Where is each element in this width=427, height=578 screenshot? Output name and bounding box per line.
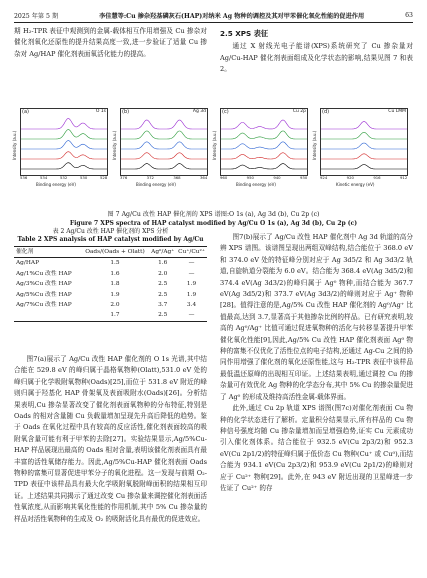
spectrum-line — [321, 154, 407, 159]
xps-panel — [114, 108, 208, 188]
top-left-column — [14, 26, 207, 60]
running-header — [14, 9, 413, 21]
x-tick-label: 940 — [273, 175, 281, 180]
paragraph: 图7(a)展示了 Ag/Cu 改性 HAP 催化剂的 O 1s 光谱,其中结合能在 529.8 eV 的峰归属于晶格氧物种(Olatt),531.0 eV 处的峰归属于化学吸附氧物种(Oads)[25],而位于 531.8 eV 附近的峰则归属于羟基化 HAP 骨架氧及表面吸附水(Oads)[26]。分析结果表明,Cu 掺杂显著改变了催化剂表面氧物种的分布特征,特别是 Oads 的相对含量随 Cu 负载量增加呈现先升高后降低的趋势。鉴于 Oads 在氧化过程中具有较高的反应活性,催化剂表面较高的吸附氧含量可能有利于甲苯的去除[27]。实验结果显示,Ag/5%Cu-HAP 样品展现出最高的 Oads 相对含量,表明该催化剂表面具有最丰富的活性氧储存能力。因此,Ag/5%Cu-HAP 催化剂表面 Oads 物种的富集可显著促进甲苯分子的氧化进程。这一发现与前期 O₂-TPD 表征中该样品具有最大化学吸附氧脱附峰面积的结果相互印证。上述结果共同揭示了通过改变 Cu 掺杂量来调控催化剂表面活性氧浓度,从而影响其氧化性能的作用机制,其中 5% Cu 掺杂量的样品对活性氧物种的生成及 O₂ 的吸附活化具有最优的促进效应。 — [14, 355, 207, 523]
table-cell: 1.6 — [110, 270, 120, 277]
table-cell — [14, 310, 81, 321]
table-row — [14, 310, 207, 321]
panel-title: Cu LMM — [388, 109, 406, 114]
y-axis-label: Intensity (a.u.) — [112, 130, 117, 160]
x-tick-label: 372 — [146, 175, 154, 180]
spectrum-svg — [221, 109, 307, 175]
spectrum-line — [221, 164, 307, 169]
spectrum-line — [21, 152, 107, 159]
plot-area — [220, 108, 308, 176]
x-axis-label: Binding energy (eV) — [136, 182, 176, 187]
table-header-cell: Cu⁺/Cu²⁺ — [178, 249, 205, 255]
table-row — [14, 300, 207, 310]
panel-label: (c) — [222, 109, 229, 115]
xps-table — [14, 246, 207, 322]
spectrum-svg — [21, 109, 107, 175]
page-number: 63 — [405, 11, 413, 19]
panel-title: O 1s — [95, 109, 106, 114]
x-tick-label: 924 — [320, 175, 328, 180]
spectrum-line — [221, 153, 307, 159]
spectrum-line — [321, 132, 407, 139]
table-cell: 1.7 — [110, 312, 120, 319]
x-tick-label: 920 — [346, 175, 354, 180]
paragraph: 此外,通过 Cu 2p 轨道 XPS 谱图(图7c)对催化剂表面 Cu 物种的化学状态进行了解析。定量积分结果显示,所有样品的 Cu 物种信号强度均随 Cu 掺杂量增加而呈增强趋势,证实 Cu 元素成功引入催化剂体系。结合能位于 932.5 eV(Cu 2p3/2)和 952.3 eV(Cu 2p1/2)的特征峰归属于低价态 Cu 物种(Cu⁺ 或 Cu⁰),而结合能为 934.1 eV(Cu 2p3/2)和 953.9 eV(Cu 2p1/2)的峰则对应于 Cu²⁺ 物种[29]。此外,在 943 eV 附近出现的卫星峰进一步佐证了 Cu²⁺ 的存 — [220, 404, 413, 492]
table-cell: 1.6 — [158, 260, 168, 267]
x-tick-label: 534 — [40, 175, 48, 180]
spectrum-line — [221, 120, 307, 129]
table-row — [14, 290, 207, 300]
table-caption — [14, 228, 207, 244]
xps-panel — [214, 108, 308, 188]
article-short-title: 李佳慧等:Cu 掺杂羟基磷灰石(HAP)对纳米 Ag 物种的调控及其对甲苯催化氧化性能的促进作用 — [99, 12, 365, 20]
x-tick-label: 530 — [80, 175, 88, 180]
xps-panel — [314, 108, 408, 188]
x-axis-label: Binding energy (eV) — [236, 182, 276, 187]
table-row — [14, 279, 207, 289]
x-tick-label: 364 — [200, 175, 208, 180]
table-cell: 2.0 — [158, 270, 168, 277]
paragraph: 通过 X 射线光电子能谱(XPS)系统研究了 Cu 掺杂量对 Ag/Cu-HAP 催化剂表面组成及化学状态的影响,结果见图 7 和表 2。 — [220, 42, 413, 74]
table-cell: 2.0 — [110, 302, 120, 309]
figure-caption-en: Figure 7 XPS spectra of HAP catalyst modified by Ag/Cu O 1s (a), Ag 3d (b), Cu 2p (c) — [69, 220, 358, 227]
x-tick-label: 960 — [220, 175, 228, 180]
table-row — [14, 258, 207, 269]
spectrum-line — [21, 130, 107, 139]
x-tick-label: 368 — [173, 175, 181, 180]
table-row — [14, 269, 207, 279]
y-axis-label: Intensity (a.u.) — [312, 130, 317, 160]
table-header-cell: Ag⁰/Ag⁺ — [151, 249, 175, 255]
table-cell: Ag/7%Cu 改性 HAP — [16, 302, 72, 309]
plot-area — [320, 108, 408, 176]
table-header-cell: 催化剂 — [16, 249, 34, 255]
plot-area — [20, 108, 108, 176]
table-cell: Ag/5%Cu 改性 HAP — [16, 291, 72, 298]
spectrum-line — [121, 131, 207, 139]
table-cell: Ag/1%Cu 改性 HAP — [16, 270, 72, 277]
panel-label: (b) — [122, 109, 130, 115]
spectrum-line — [21, 141, 107, 149]
x-tick-label: 528 — [100, 175, 108, 180]
y-axis-label: Intensity (a.u.) — [212, 130, 217, 160]
table-cell: 2.5 — [158, 312, 168, 319]
table-cell: — — [188, 312, 195, 319]
figure-7-caption — [14, 210, 413, 228]
x-axis-label: Kinetic energy (eV) — [336, 182, 375, 187]
spectrum-line — [21, 163, 107, 169]
x-tick-label: 532 — [60, 175, 68, 180]
table-cell: 1.5 — [110, 260, 120, 267]
table-caption-en: Table 2 XPS analysis of HAP catalyst modified by Ag/Cu — [17, 236, 204, 243]
table-cell: Ag/HAP — [16, 260, 39, 267]
table-cell: 3.7 — [158, 302, 168, 309]
x-tick-label: 912 — [400, 175, 408, 180]
table-cell: Ag/3%Cu 改性 HAP — [16, 281, 72, 288]
bottom-right-column — [220, 232, 413, 574]
panel-title: Cu 2p — [292, 109, 306, 114]
bottom-left-column — [14, 354, 207, 574]
plot-area — [120, 108, 208, 176]
spectrum-line — [21, 119, 107, 130]
table-cell: 1.8 — [110, 281, 120, 288]
table-cell: 2.5 — [158, 281, 168, 288]
table-cell: — — [188, 260, 195, 267]
header-rule — [14, 22, 413, 23]
figure-7 — [14, 108, 413, 204]
figure-caption-cn: 图 7 Ag/Cu 改性 HAP 催化剂的 XPS 谱图:O 1s (a), Ag 3d (b), Cu 2p (c) — [107, 211, 320, 218]
top-right-column — [220, 26, 413, 76]
spectrum-svg — [121, 109, 207, 175]
x-tick-label: 950 — [246, 175, 254, 180]
spectrum-line — [321, 122, 407, 130]
table-header-row — [14, 247, 207, 258]
spectrum-line — [321, 143, 407, 149]
xps-panel — [14, 108, 108, 188]
paragraph: 期 H₂-TPR 表征中观测到的金属-载体相互作用增强及 Cu 掺杂对催化剂氧化还原性的提升结果高度一致,进一步验证了适量 Cu 掺杂对 Ag/HAP 催化剂表面氧活化能力的提高。 — [14, 27, 207, 58]
table-cell: 1.9 — [186, 281, 197, 288]
section-heading: 2.5 XPS 表征 — [220, 29, 269, 38]
spectrum-line — [121, 164, 207, 169]
spectrum-line — [321, 165, 407, 170]
table-cell: — — [188, 270, 195, 277]
table-caption-cn: 表 2 Ag/Cu 改性 HAP 催化剂的 XPS 分析 — [52, 228, 169, 235]
spectrum-line — [121, 153, 207, 159]
x-tick-label: 916 — [373, 175, 381, 180]
x-tick-label: 930 — [300, 175, 308, 180]
table-header-cell: Oads/(Oads + Olatt) — [85, 249, 145, 255]
spectrum-line — [121, 120, 207, 129]
table-cell: 1.9 — [110, 291, 120, 298]
y-axis-label: Intensity (a.u.) — [12, 130, 17, 160]
spectrum-line — [221, 142, 307, 149]
x-axis-label: Binding energy (eV) — [36, 182, 76, 187]
spectrum-svg — [321, 109, 407, 175]
table-2 — [14, 228, 207, 322]
issue-label: 2025 年第 5 期 — [14, 12, 59, 20]
x-tick-label: 536 — [20, 175, 28, 180]
table-cell: 3.4 — [186, 302, 197, 309]
x-tick-label: 376 — [120, 175, 128, 180]
panel-label: (d) — [322, 109, 330, 115]
spectrum-line — [221, 131, 307, 139]
panel-title: Ag 3d — [192, 109, 206, 114]
panel-label: (a) — [22, 109, 29, 115]
spectrum-line — [121, 142, 207, 149]
table-cell: 1.9 — [186, 291, 197, 298]
table-cell: 2.5 — [158, 291, 168, 298]
paragraph: 图7(b)展示了 Ag/Cu 改性 HAP 催化剂中 Ag 3d 轨道的高分辨 XPS 谱图。该谱图呈现出两组双峰结构,结合能位于 368.0 eV 和 374.0 eV 处的特征峰分别对应于 Ag 3d5/2 和 Ag 3d3/2 轨道,自旋轨道分裂能为 6.0 eV。结合能为 368.4 eV(Ag 3d5/2)和 374.4 eV(Ag 3d3/2)的峰归属于 Ag⁰ 物种,而结合能为 367.7 eV(Ag 3d5/2)和 373.7 eV(Ag 3d3/2)的峰则对应于 Ag⁺ 物种[28]。值得注意的是,Ag/5% Cu 改性 HAP 催化剂的 Ag⁰/Ag⁺ 比值最高,达到 3.7,显著高于其他掺杂比例的样品。已有研究表明,较高的 Ag⁰/Ag⁺ 比值可通过促进氧物种的活化与转移显著提升甲苯催化氧化性能[9],因此,Ag/5% Cu 改性 HAP 催化剂表面 Ag⁰ 物种的富集不仅优化了活性位点的电子结构,还通过 Ag-Cu 之间的协同作用增强了催化剂的氧化还原性能,这与 H₂-TPR 表征中该样品最低温还原峰的出现相互印证。上述结果表明,通过调控 Cu 的掺杂量可有效优化 Ag 物种的化学态分布,其中 5% Cu 的掺杂量促进了 Ag⁰ 的形成及维持高活性金属-载体界面。 — [220, 233, 413, 401]
